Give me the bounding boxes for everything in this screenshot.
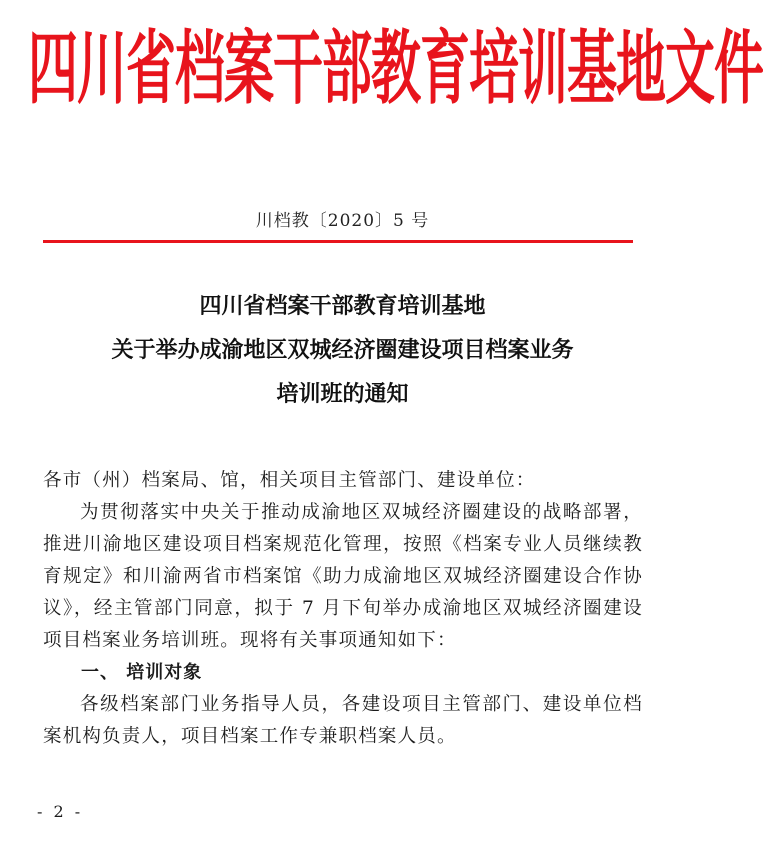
red-divider-line: [43, 240, 633, 243]
salutation: 各市（州）档案局、馆，相关项目主管部门、建设单位：: [43, 470, 536, 491]
page-number: - 2 -: [37, 802, 84, 821]
section-heading-training-targets: 一、 培训对象: [81, 662, 203, 683]
intro-paragraph: 为贯彻落实中央关于推动成渝地区双城经济圈建设的战略部署，推进川渝地区建设项目档案规范化管理，按照《档案专业人员继续教育规定》和川渝两省市档案馆《助力成渝地区双城经济圈建设合作协议》，经主管部门同意，拟于 7 月下旬举办成渝地区双城经济圈建设项目档案业务培训班。现将有关事项通知如下：: [43, 502, 643, 651]
title-line-2: 关于举办成渝地区双城经济圈建设项目档案业务: [111, 338, 574, 363]
red-header-banner: 四川省档案干部教育培训基地文件: [28, 22, 763, 116]
title-line-1: 四川省档案干部教育培训基地: [199, 294, 486, 319]
document-title: [0, 285, 685, 417]
document-body: [43, 465, 643, 753]
training-targets-paragraph: 各级档案部门业务指导人员，各建设项目主管部门、建设单位档案机构负责人，项目档案工作专兼职档案人员。: [43, 694, 643, 747]
document-number: 川档教〔2020〕5 号: [255, 211, 430, 231]
title-line-3: 培训班的通知: [276, 382, 409, 407]
